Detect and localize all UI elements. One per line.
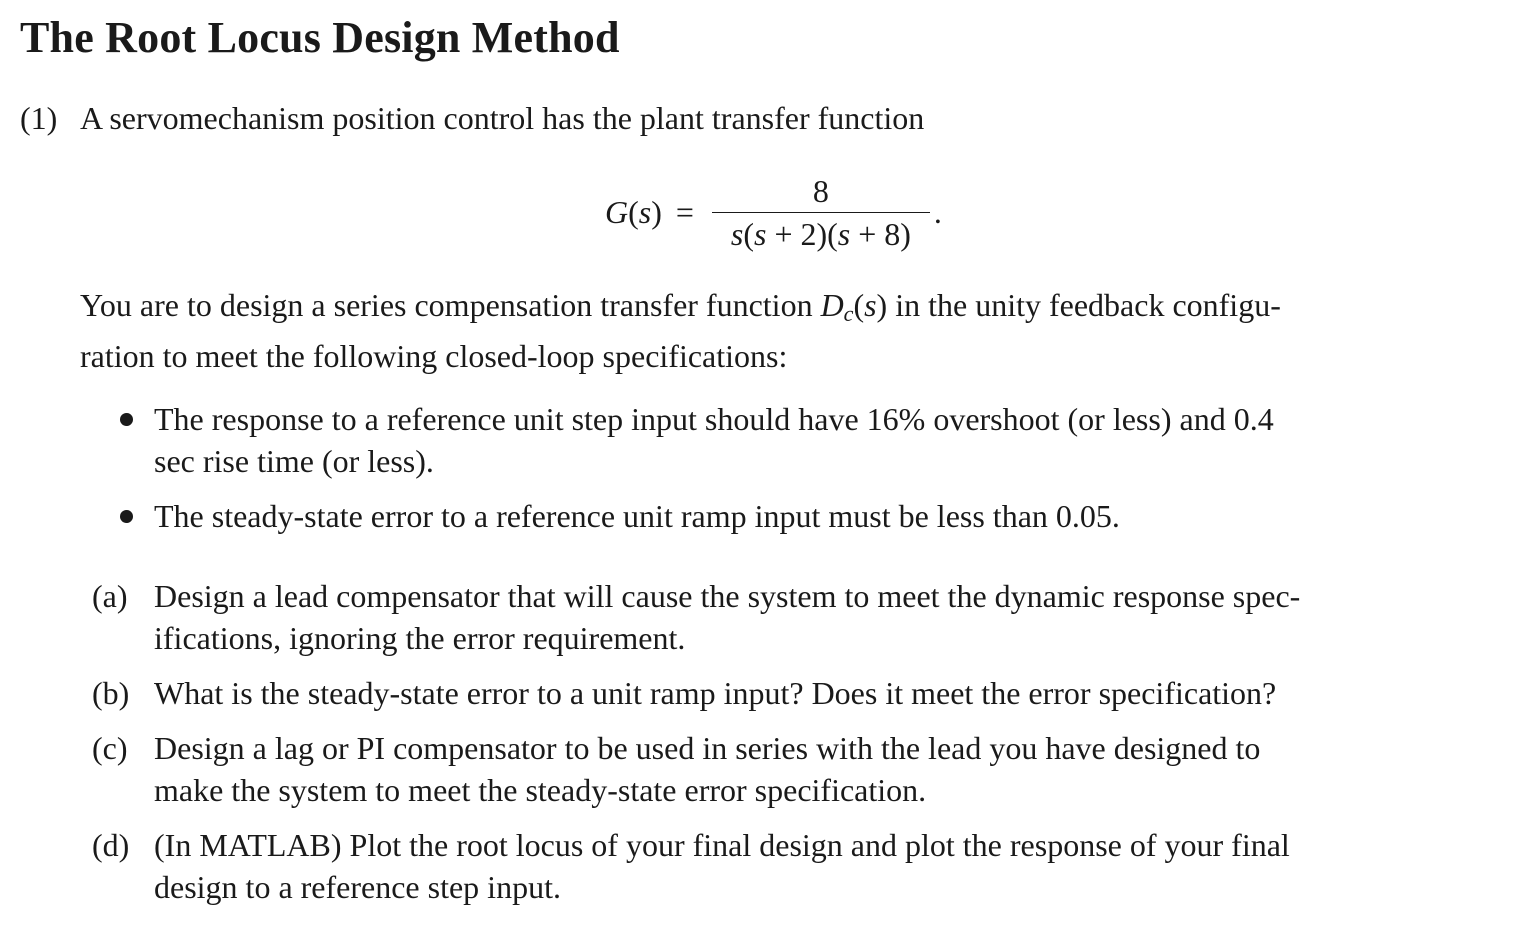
part-line-2: design to a reference step input. bbox=[154, 869, 561, 905]
equation-lhs-arg: (s) bbox=[628, 194, 662, 230]
math-arg: (s) bbox=[853, 287, 888, 323]
equation-lhs-func: G bbox=[605, 194, 629, 230]
equation-period: . bbox=[933, 194, 942, 230]
question-part-a bbox=[92, 575, 1484, 659]
part-line-2: ifications, ignoring the error requirement. bbox=[154, 620, 686, 656]
bullet-icon bbox=[120, 510, 133, 523]
question-part-c bbox=[92, 727, 1484, 811]
page-title: The Root Locus Design Method bbox=[20, 13, 620, 62]
equation-numerator: 8 bbox=[812, 173, 829, 209]
part-label: (c) bbox=[92, 730, 128, 766]
question-part-d bbox=[92, 824, 1484, 908]
equation-equals: = bbox=[675, 194, 694, 230]
equation-lhs bbox=[605, 194, 662, 231]
part-line-1: Design a lag or PI compensator to be used in series with the lead you have designed to bbox=[154, 730, 1261, 766]
problem-number: (1) bbox=[20, 100, 58, 136]
problem-intro-text: A servomechanism position control has the plant transfer function bbox=[80, 100, 925, 136]
spec-item bbox=[110, 495, 1482, 537]
spec-line-1: The response to a reference unit step input should have 16% overshoot (or less) and 0.4 bbox=[154, 401, 1274, 437]
part-label: (d) bbox=[92, 827, 130, 863]
spec-item bbox=[110, 398, 1482, 482]
math-D: D bbox=[820, 287, 844, 323]
question-part-b bbox=[92, 672, 1484, 714]
bullet-icon bbox=[120, 413, 133, 426]
part-line-2: make the system to meet the steady-state error specification. bbox=[154, 772, 927, 808]
part-label: (a) bbox=[92, 578, 128, 614]
design-paragraph bbox=[80, 284, 1482, 377]
equation-fraction bbox=[712, 174, 930, 251]
equation-denominator: s(s + 2)(s + 8) bbox=[730, 216, 911, 252]
paragraph-line-1 bbox=[80, 284, 1482, 335]
part-line-1: (In MATLAB) Plot the root locus of your final design and plot the response of your final bbox=[154, 827, 1290, 863]
part-line-1: Design a lead compensator that will cause the system to meet the dynamic response spec- bbox=[154, 578, 1301, 614]
transfer-function-equation bbox=[605, 170, 942, 255]
paragraph-text-before: You are to design a series compensation transfer function bbox=[80, 287, 821, 323]
part-line-1: What is the steady-state error to a unit ramp input? Does it meet the error specification? bbox=[154, 675, 1277, 711]
paragraph-text-after: in the unity feedback configu- bbox=[887, 287, 1281, 323]
problem-intro bbox=[20, 98, 924, 138]
spec-line-2: sec rise time (or less). bbox=[154, 443, 434, 479]
part-label: (b) bbox=[92, 675, 130, 711]
question-parts bbox=[92, 575, 1484, 921]
math-subscript-c: c bbox=[843, 301, 854, 326]
spec-list bbox=[110, 398, 1482, 550]
paragraph-line-2: ration to meet the following closed-loop specifications: bbox=[80, 338, 788, 374]
spec-line-1: The steady-state error to a reference unit ramp input must be less than 0.05. bbox=[154, 498, 1120, 534]
